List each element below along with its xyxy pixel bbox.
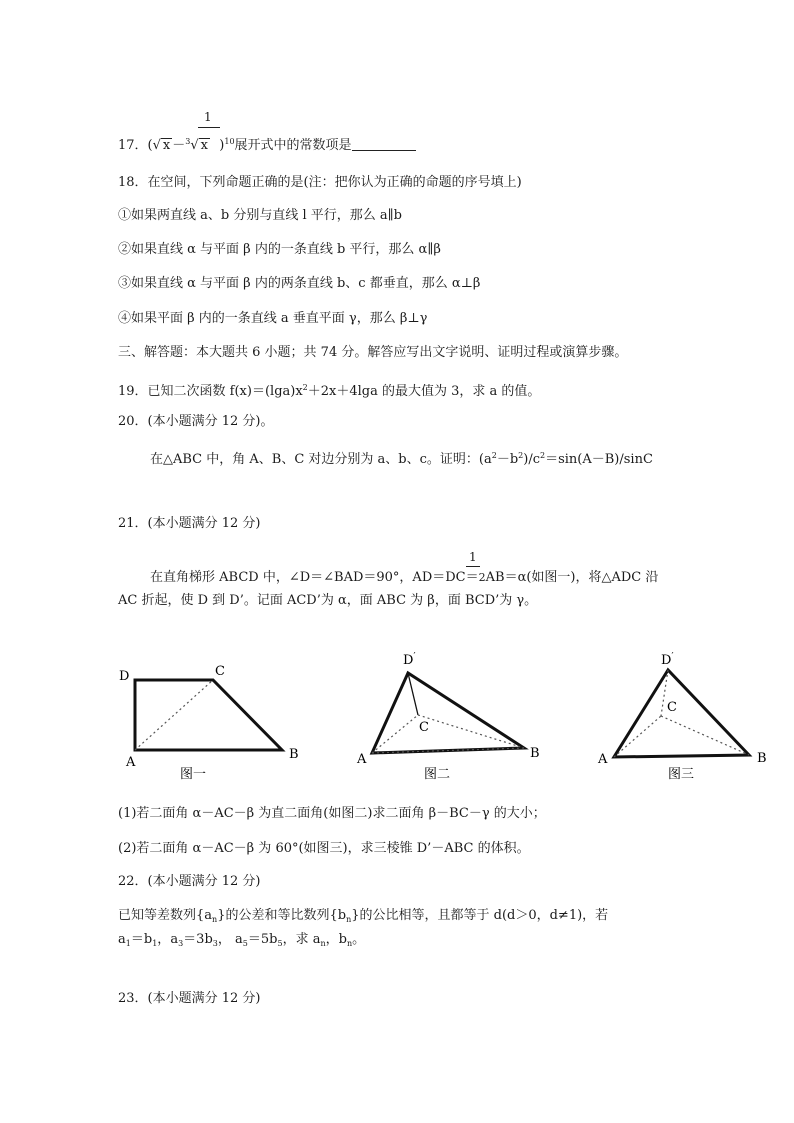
q22-heading: 22．(本小题满分 12 分)	[118, 874, 261, 889]
q22-a3-idx: 3	[178, 939, 184, 948]
q20-body-mid: －b	[496, 452, 519, 467]
q21-line-2: AC 折起，使 D 到 D’。记面 ACD’为 α，面 ABC 为 β，面 BCD’为 γ。	[118, 593, 538, 608]
label-c: C	[419, 720, 429, 735]
q17-radicand: x	[162, 138, 171, 153]
q21-fraction-bar	[466, 566, 480, 567]
q21-fraction-numerator: 1	[469, 550, 477, 564]
q21-line-1-post: AB＝α(如图一)，将△ADC 沿	[485, 570, 659, 585]
label-d: D	[119, 669, 130, 684]
trapezoid-abcd	[135, 680, 282, 750]
q17-radicand2: x	[200, 138, 209, 153]
q17-number: 17．	[118, 138, 148, 153]
q21-line-1	[150, 569, 658, 587]
q18-option-2: ②如果直线 α 与平面 β 内的一条直线 b 平行，那么 α∥β	[118, 242, 441, 257]
q22-eq3: ＝3	[183, 932, 205, 947]
q21-fraction-denominator: 2	[478, 571, 486, 584]
label-a: A	[357, 752, 367, 767]
q22-b1-idx: 1	[152, 939, 158, 948]
q22-a1: a	[118, 932, 126, 947]
q22-sub-n1: n	[212, 915, 218, 924]
q22-b5-idx: 5	[277, 939, 283, 948]
q22-bn-idx: n	[346, 939, 353, 948]
q22-an: a	[312, 932, 321, 947]
edge-cb	[661, 716, 749, 755]
q22-b1: b	[143, 932, 153, 947]
q17-fraction-bar	[198, 127, 220, 128]
q20-sup-3: 2	[539, 451, 546, 460]
q18-option-1: ①如果两直线 a、b 分别与直线 l 平行，那么 a∥b	[118, 208, 402, 223]
figure-two	[356, 652, 540, 782]
q20-body-pre: 在△ABC 中，角 A、B、C 对边分别为 a、b、c。证明：(a	[150, 452, 492, 467]
q22-an-idx: n	[320, 939, 326, 948]
q22-a1-idx: 1	[125, 939, 131, 948]
q17-fraction-numerator: 1	[204, 110, 212, 124]
q22-a5-idx: 5	[242, 939, 248, 948]
edge-cb	[418, 715, 524, 748]
edge-ac	[372, 715, 418, 753]
q22-comma: ，	[325, 932, 339, 947]
q20-sup-1: 2	[491, 451, 497, 460]
q22-a3: a	[170, 932, 179, 947]
q17-cuberoot: $^3$√ x	[185, 137, 209, 153]
triangle-ad-b	[614, 670, 749, 757]
q21-figures	[0, 640, 794, 790]
label-a: A	[598, 752, 608, 767]
q17	[118, 133, 416, 155]
label-c: C	[215, 664, 225, 679]
q17-root-index: 3	[185, 137, 191, 146]
q21-part-2: (2)若二面角 α－AC－β 为 60°(如图三)，求三棱锥 D’－ABC 的体积。	[118, 841, 530, 856]
q22-a5: a	[235, 932, 243, 947]
q18-option-4: ④如果平面 β 内的一条直线 a 垂直平面 γ，那么 β⊥γ	[118, 311, 428, 326]
q22-b5: b	[269, 932, 278, 947]
q19-pre: 19．已知二次函数 f(x)＝(lga)x	[118, 384, 303, 399]
q18-stem: 18．在空间，下列命题正确的是(注：把你认为正确的命题的序号填上)	[118, 175, 522, 190]
label-c: C	[667, 700, 677, 715]
label-d-prime: D′	[661, 652, 674, 668]
q22-line-1-c: }的公比相等，且都等于 d(d＞0，d≠1)，若	[351, 908, 609, 923]
q22-b3: b	[204, 932, 213, 947]
q22-line-1-a: 已知等差数列{a	[118, 908, 213, 923]
q22-eq5: ＝5	[247, 932, 270, 947]
caption-figure-three: 图三	[668, 767, 695, 782]
q17-paren-open: (	[147, 138, 153, 153]
edge-ac	[614, 716, 661, 757]
q22-tail2: 。	[352, 932, 366, 947]
q22-sep1: ，	[157, 932, 171, 947]
q22-sep2: ，	[217, 932, 236, 947]
diagonal-ac	[135, 680, 213, 750]
q22-eq1: ＝	[130, 932, 144, 947]
q22-tail1: ，求	[282, 932, 313, 947]
q20-sup-2: 2	[518, 451, 524, 460]
q22-line-1-b: }的公差和等比数列{b	[217, 908, 347, 923]
q21-heading: 21．(本小题满分 12 分)	[118, 516, 261, 531]
caption-figure-two: 图二	[424, 767, 451, 782]
q20-heading: 20．(本小题满分 12 分)。	[118, 414, 274, 429]
q19	[118, 379, 540, 401]
q22-bn: b	[338, 932, 347, 947]
q17-paren-close: )	[219, 138, 225, 153]
q19-square: 2	[302, 383, 308, 392]
label-b: B	[530, 746, 540, 761]
q18-option-3: ③如果直线 α 与平面 β 内的两条直线 b、c 都垂直，那么 α⊥β	[118, 276, 481, 291]
figure-three	[597, 652, 767, 782]
label-a: A	[126, 755, 136, 770]
q22-b3-idx: 3	[212, 939, 218, 948]
q20-body-mid2: )/c	[523, 452, 540, 467]
q17-minus: －	[172, 138, 186, 153]
triangle-ad-b	[372, 673, 524, 753]
section-three-heading: 三、解答题：本大题共 6 小题；共 74 分。解答应写出文字说明、证明过程或演算步骤。	[118, 345, 628, 360]
label-d-prime: D′	[403, 652, 416, 668]
q21-line-1-pre: 在直角梯形 ABCD 中，∠D＝∠BAD＝90°，AD＝DC＝	[150, 570, 479, 585]
figure-one	[119, 664, 299, 782]
q17-sqrt: √ x	[152, 138, 171, 153]
q23-heading: 23．(本小题满分 12 分)	[118, 991, 261, 1006]
label-b: B	[289, 747, 299, 762]
q20-body	[150, 447, 653, 469]
q19-post: ＋2x＋4lga 的最大值为 3，求 a 的值。	[307, 384, 541, 399]
q22-line-1	[118, 907, 608, 929]
q17-answer-blank[interactable]	[352, 138, 416, 151]
q17-text: 展开式中的常数项是	[234, 138, 352, 153]
caption-figure-one: 图一	[180, 767, 207, 782]
q20-body-post: ＝sin(A－B)/sinC	[545, 452, 653, 467]
label-b: B	[757, 751, 767, 766]
q22-sub-n2: n	[346, 915, 352, 924]
q21-part-1: (1)若二面角 α－AC－β 为直二面角(如图二)求二面角 β－BC－γ 的大小；	[118, 806, 546, 821]
q22-line-2	[118, 931, 365, 953]
q17-power: 10	[224, 137, 235, 146]
